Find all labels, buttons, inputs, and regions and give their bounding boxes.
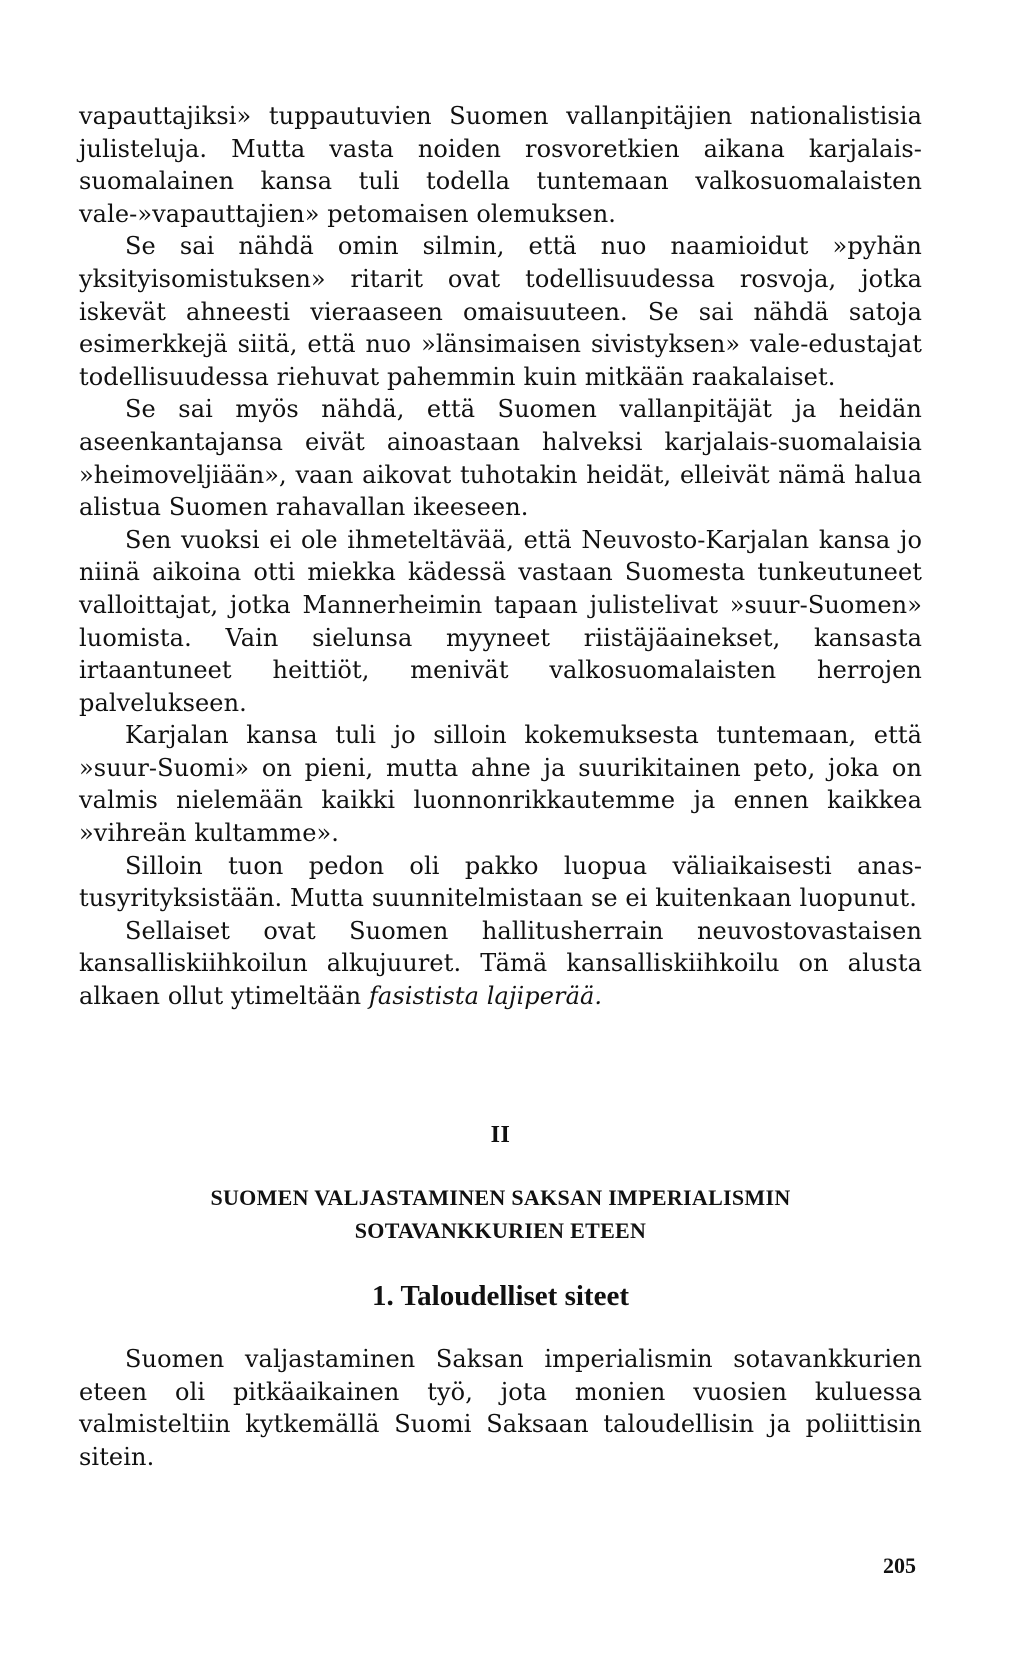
paragraph-2: Se sai nähdä omin silmin, että nuo naamioidut »pyhän yksityisomistuksen» ritarit ovat todellisuudessa rosvoja, jotka iskevät ahneesti vieraaseen omaisuuteen. Se sai nähdä satoja esimerkkejä siitä, että nuo »länsimaisen sivistyksen» vale-edustajat todellisuudessa riehuvat pahemmin kuin mitkään raakalaiset. [79,232,922,391]
chapter-title [79,1181,922,1247]
paragraph-7-text: Sellaiset ovat Suomen hallitusherrain neuvostovastaisen kansalliskiihkoilun alkujuuret. Tämä kansalliskiihkoilu on alusta alkaen ollut ytimeltään [79,916,922,1011]
paragraph-7 [79,915,922,1013]
page-body [79,100,922,1471]
chapter-title-line-1: SUOMEN VALJASTAMINEN SAKSAN IMPERIALISMIN [210,1185,791,1210]
paragraph-4: Sen vuoksi ei ole ihmeteltävää, että Neuvosto-Karjalan kansa jo niinä aikoina otti miekka kädessä vastaan Suomesta tunkeutuneet valloittajat, jotka Mannerheimin tapaan julistelivat »suur-Suomen» luomista. Vain sielunsa myyneet riistäjäainekset, kansasta irtaantuneet heittiöt, menivät valkosuomalaisten herrojen palvelukseen. [79,525,922,717]
paragraph-5: Karjalan kansa tuli jo silloin kokemuksesta tuntemaan, että »suur-Suomi» on pieni, mutta ahne ja suurikitainen peto, joka on valmis nielemään kaikki luonnonrikkautemme ja ennen kaikkea »vihreän kultamme». [79,721,922,848]
section-paragraph: Suomen valjastaminen Saksan imperialismin sotavankkurien eteen oli pitkäaikainen työ, jota monien vuosien kuluessa valmisteltiin kytkemällä Suomi Saksaan taloudellisin ja poliittisin sitein. [79,1345,922,1471]
paragraph-1: vapauttajiksi» tuppautuvien Suomen vallanpitäjien nationalistisia julisteluja. Mutta vasta noiden rosvoretkien aikana karjalais-suomalainen kansa tuli todella tuntemaan valkosuomalaisten vale-»vapauttajien» petomaisen olemuksen. [79,102,922,228]
paragraph-3: Se sai myös nähdä, että Suomen vallanpitäjät ja heidän aseenkantajansa eivät ainoastaan halveksi karjalais-suomalaisia »heimoveljiään», vaan aikovat tuhotakin heidät, elleivät nämä halua alistua Suomen rahavallan ikeeseen. [79,395,922,522]
paragraph-6: Silloin tuon pedon oli pakko luopua väliaikaisesti anastusyrityksistään. Mutta suunnitelmistaan se ei kuitenkaan luopunut. [79,851,922,913]
paragraph-7-emphasis: fasistista lajiperää. [368,982,603,1011]
chapter-number: II [490,1122,511,1148]
section-body [79,1343,922,1473]
page-number: 205 [883,1553,916,1578]
section-heading: 1. Taloudelliset siteet [372,1280,629,1312]
chapter-title-line-2: SOTAVANKKURIEN ETEEN [354,1218,647,1243]
